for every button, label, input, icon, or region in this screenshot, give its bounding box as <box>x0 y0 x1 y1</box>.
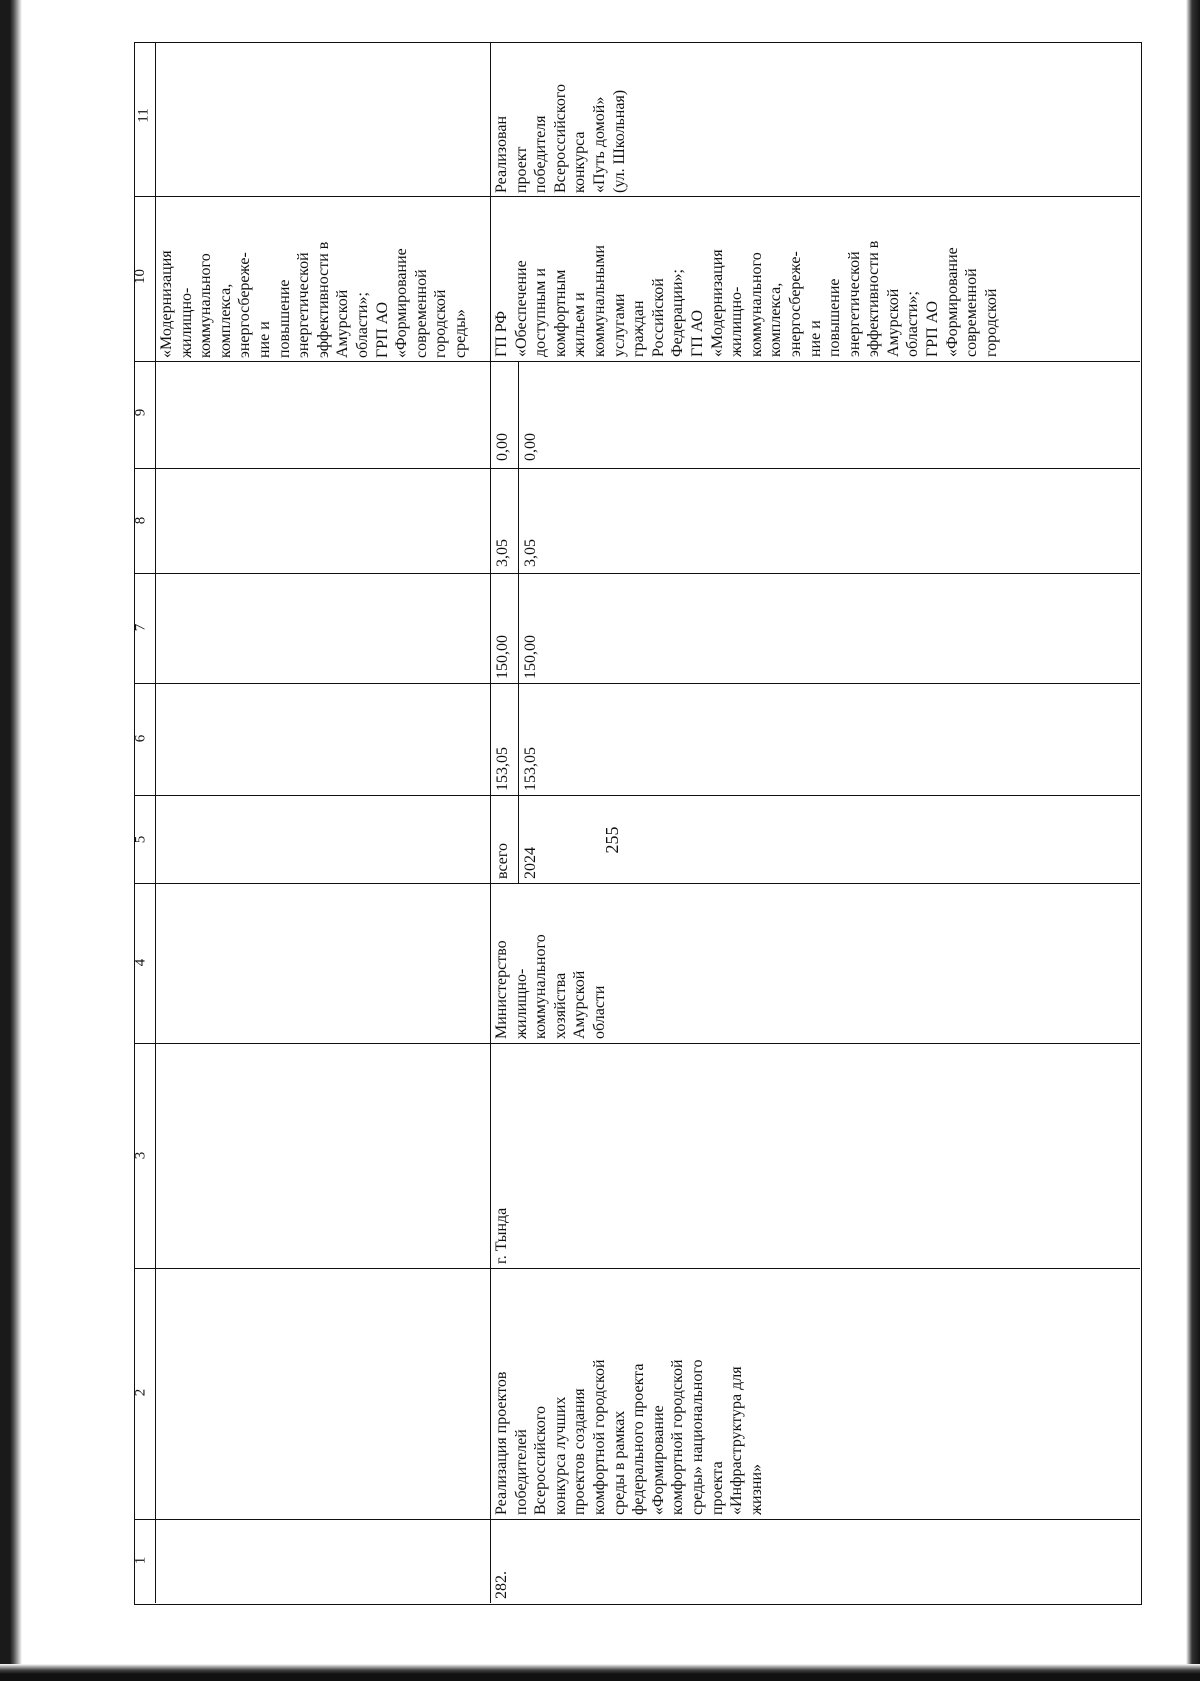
prev-row-divider <box>490 43 491 1603</box>
data-table <box>134 42 1142 1605</box>
row-col7-total: 150,00 <box>494 635 511 679</box>
header-num-11: 11 <box>135 108 152 123</box>
header-num-9: 9 <box>132 408 149 417</box>
col-divider-3-2 <box>135 1268 1140 1269</box>
row-col9-total: 0,00 <box>494 433 511 461</box>
header-num-2: 2 <box>132 1388 149 1397</box>
col-divider-5-4 <box>135 883 1140 884</box>
col-divider-9-8 <box>135 468 1140 469</box>
row-col8-2024: 3,05 <box>522 539 539 567</box>
row-col6-total: 153,05 <box>494 747 511 791</box>
row-number: 282. <box>493 1571 510 1599</box>
row-col8-total: 3,05 <box>494 539 511 567</box>
col-divider-4-3 <box>135 1043 1140 1044</box>
row-year-2024: 2024 <box>522 847 539 879</box>
col-divider-7-6 <box>135 683 1140 684</box>
row-location: г. Тында <box>493 1207 510 1264</box>
col-divider-10-9 <box>135 361 1140 362</box>
scan-edge-right <box>1186 0 1200 1681</box>
header-row-divider <box>155 43 156 1603</box>
header-num-4: 4 <box>132 958 149 967</box>
prev-row-program-text: «Модернизация жилищно- коммунального комплекса, энергосбереже- ние и повышение энергетической эффективности в Амурской области»; ГРП АО «Формирование современной городской среды» <box>158 241 469 358</box>
col-divider-11-10 <box>135 196 1140 197</box>
col-divider-6-5 <box>135 795 1140 796</box>
header-num-7: 7 <box>132 623 149 632</box>
col-divider-8-7 <box>135 573 1140 574</box>
page-number: 255 <box>602 826 622 854</box>
row-result: Реализован проект победителя Всероссийского конкурса «Путь домой» (ул. Школьная) <box>493 83 628 193</box>
header-num-3: 3 <box>132 1151 149 1160</box>
header-num-10: 10 <box>132 269 148 284</box>
col-divider-2-1 <box>135 1519 1140 1520</box>
row-program: ГП РФ «Обеспечение доступным и комфортным жильем и коммунальными услугами граждан Российской Федерации»; ГП АО «Модернизация жилищно- коммунального комплекса, энергосбереже- ние и повышение энергетической эффективности в Амурской области»; ГРП АО «Формирование современной городской <box>493 240 1000 357</box>
row-col7-2024: 150,00 <box>522 635 539 679</box>
row-col9-2024: 0,00 <box>522 433 539 461</box>
row-executor: Министерство жилищно- коммунального хозяйства Амурской области <box>493 934 608 1039</box>
header-num-1: 1 <box>132 1556 149 1565</box>
scan-edge-bottom <box>0 1664 1200 1681</box>
scan-edge-left <box>0 0 22 1681</box>
header-num-6: 6 <box>132 734 149 743</box>
header-num-8: 8 <box>132 516 149 525</box>
subrow-divider <box>518 361 519 883</box>
header-num-5: 5 <box>132 835 149 844</box>
row-project-name: Реализация проектов победителей Всероссийского конкурса лучших проектов создания комфортной городской среды в рамках федерального проекта «Формирование комфортной городской среды» национального проекта «Инфраструктура для жизни» <box>493 1359 765 1515</box>
row-col6-2024: 153,05 <box>522 747 539 791</box>
row-year-total: всего <box>494 842 511 879</box>
